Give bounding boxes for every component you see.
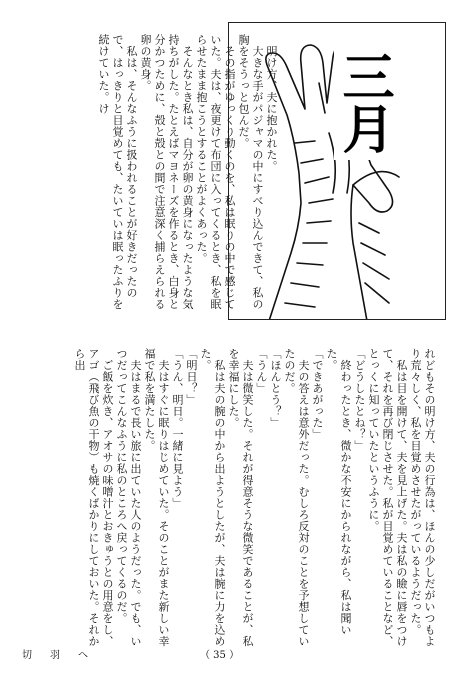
body-text-upper: 明け方、夫に抱かれた。 大きな手がパジャマの中にすべり込んできて、私の胸をそうっと包んだ。 その指がゆっくり動くのを、私は眠りの中で感じていた。夫は、夜更けて布団に入ってくるとき、私を眠らせたまま抱こうとすることがよくあった。 そんなとき私は、自分が卵の黄身になったような気持ちがした。たとえばマヨネーズを作るとき、白身と分かつために、殻と殻との間で注意深く捕らえられる卵の黄身。 私は、そんなふうに扱われることが好きだったので、はっきりと目覚めても、たいていは眠ったふりを続けていた。け xyxy=(97,34,278,310)
chapter-title: 三月 xyxy=(334,44,392,160)
page-number: （ 35 ） xyxy=(200,650,240,661)
body-text-lower: れどもその明け方、夫の行為は、ほんの少しだがいつもより荒々しく、私を目覚めさせたがっているようだった。 私は目を開けて、夫を見上げた。夫は私の瞼に唇をつけて、それを再び閉じさせた。私が目覚めていることなど、とっくに知っていたというふうに。 「どうしたとね？」 終わったとき、微かな不安にかられながら、私は聞いた。 「できあがった」 夫の答えは意外だった。むしろ反対のことを予想していたのだ。 「ほんとう？」 「うん」 夫は微笑した。それが得意そうな微笑であることが、私を幸福にした。 私は夫の腕の中から出ようとしたが、夫は腕に力を込めた。 「明日？」 「うん、明日。一緒に見よう」 夫はすぐに眠りはじめていた。そのことがまた新しい幸福で私を満たした。 夫はまるで長い旅に出ていた人のようだった。でも、いつだってこんなふうに私のところへ戻ってくるのだ。 ご飯を炊き、アオサの味噌汁とおきゅうとの用意をし、アゴ（飛び魚の干物）も焼くばかりにしておいた。それから出 xyxy=(73,348,436,647)
book-title-footer: 切羽へ xyxy=(22,650,106,661)
